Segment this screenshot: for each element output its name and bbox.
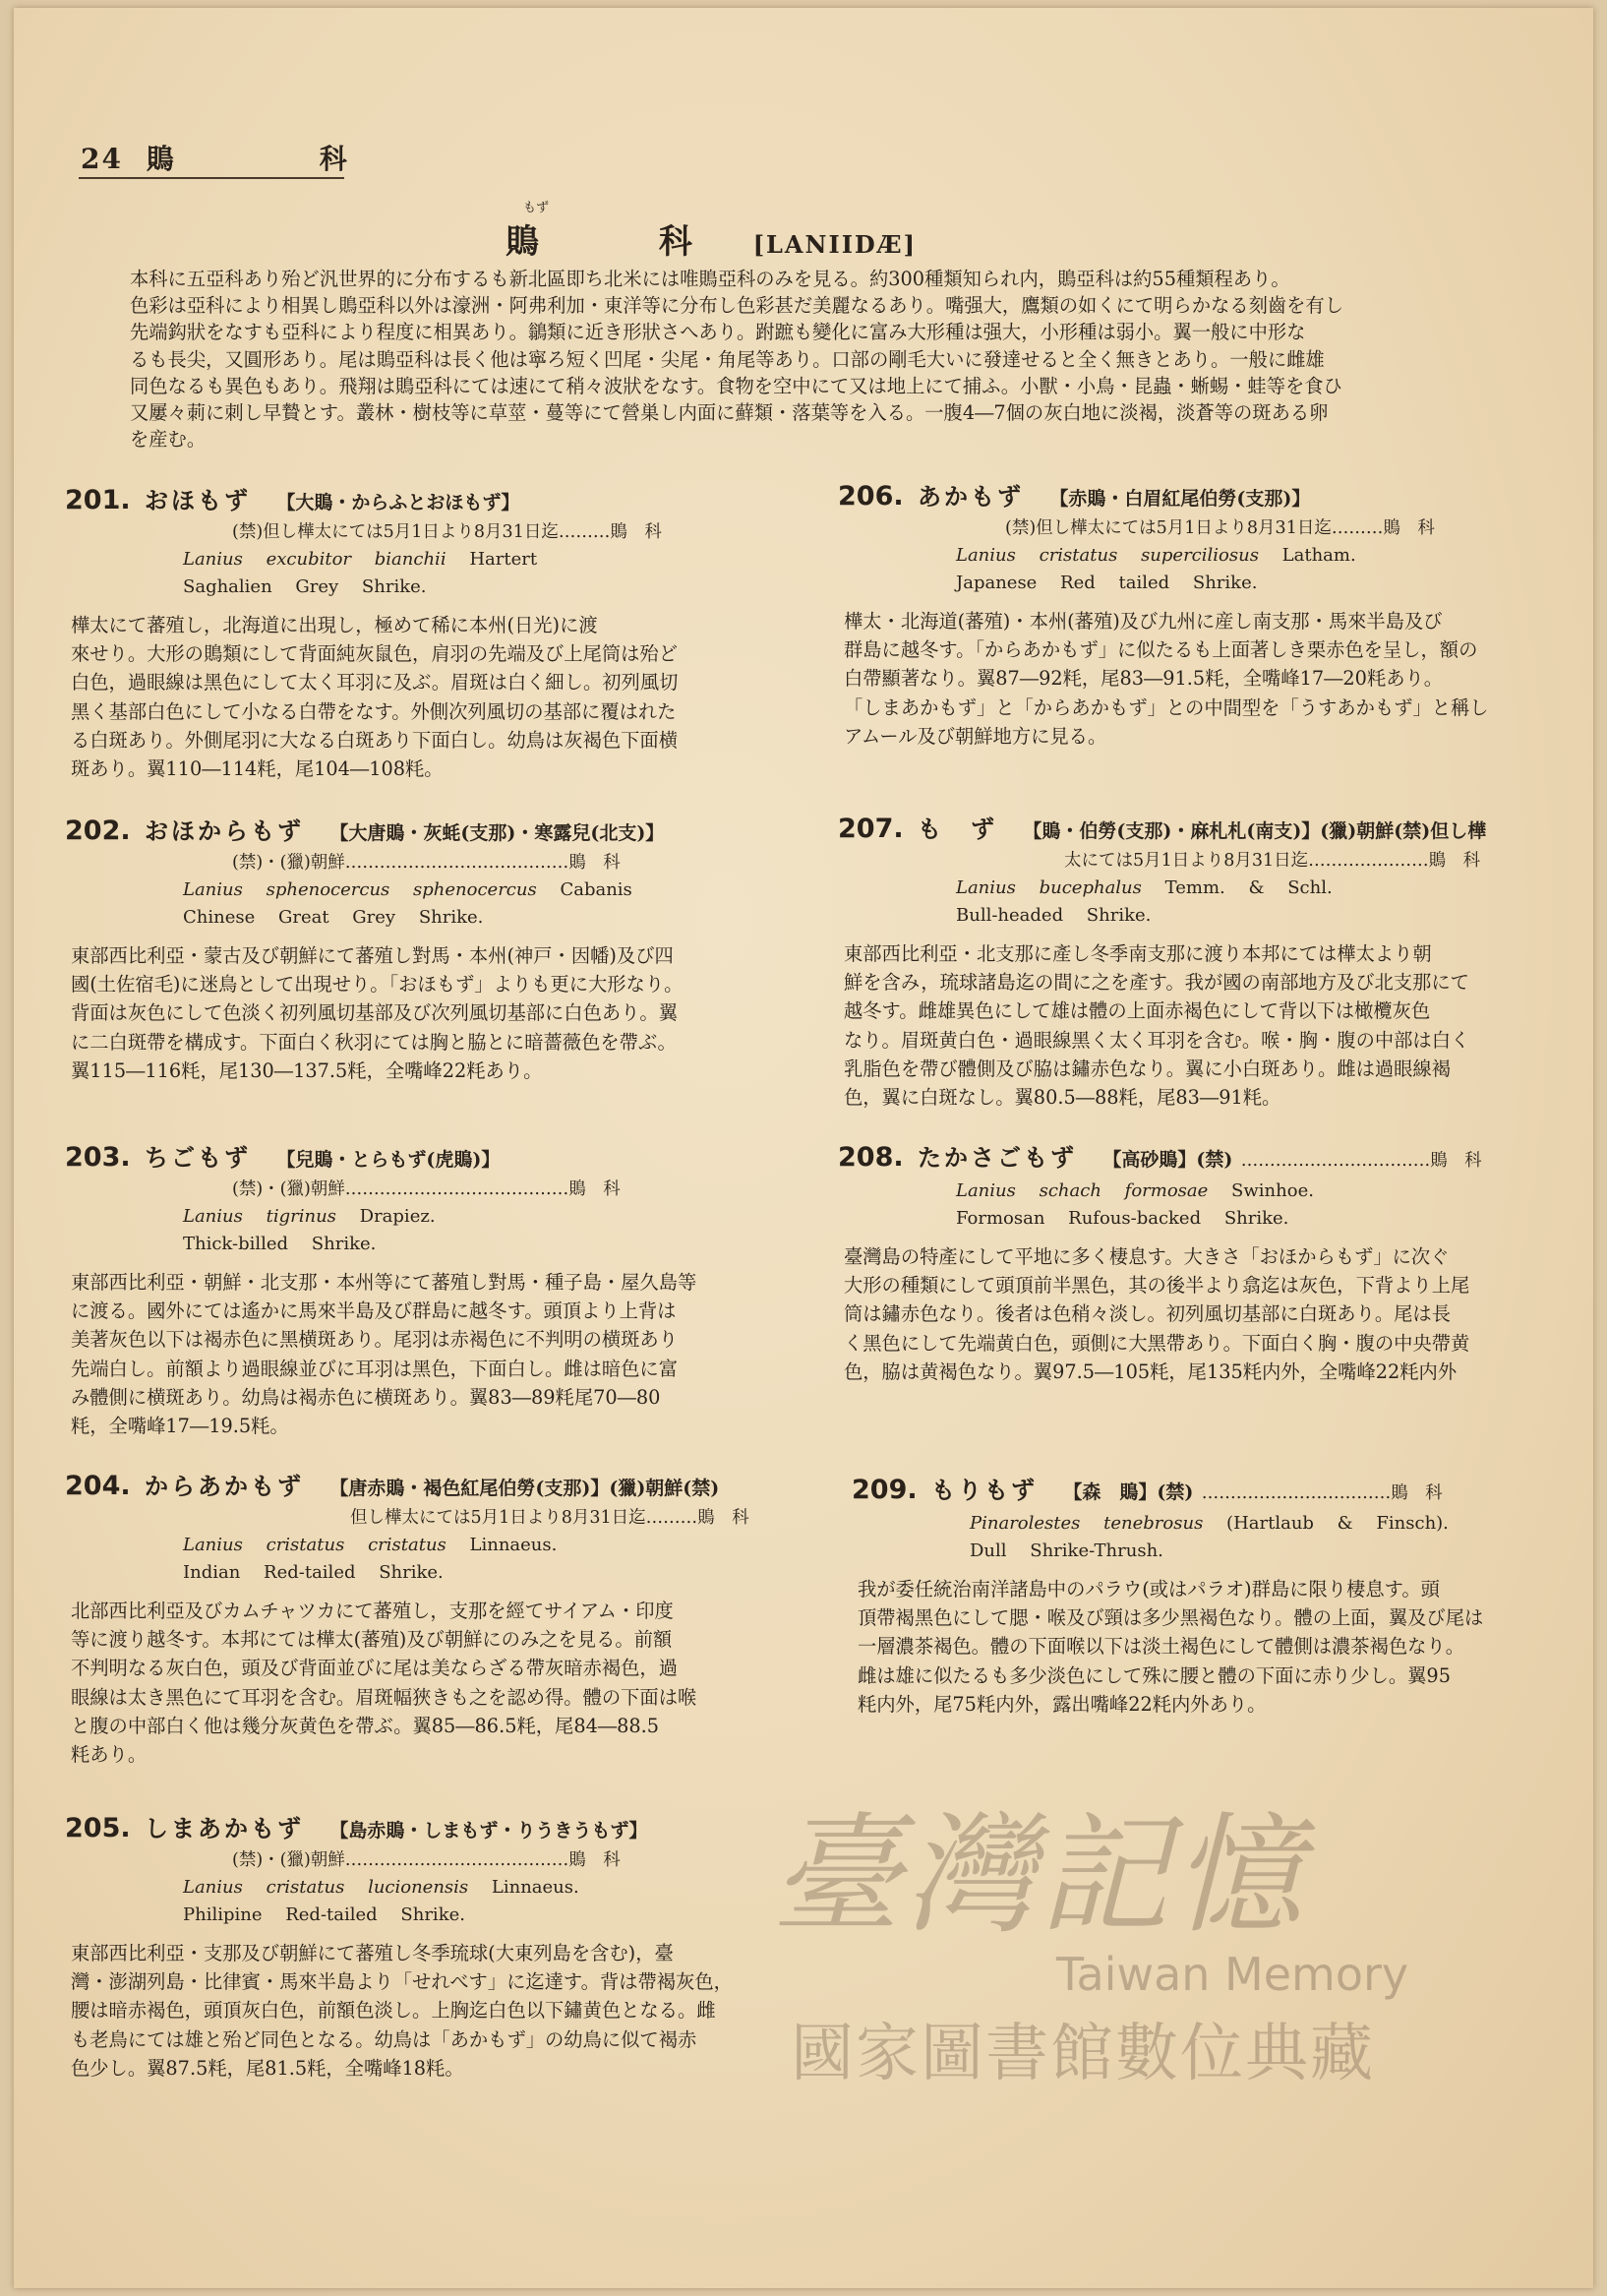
species-synonyms: 【大鵙・からふとおほもず】 [276,492,520,514]
sci-genus: Lanius [183,879,243,900]
species-scientific-name [65,1874,773,1902]
sci-subspecies: lucionensis [368,1877,469,1898]
species-legal: (禁)・(獵)朝鮮…………………………………鵙 科 [232,853,621,873]
species-synonyms: 【兒鵙・とらもず(虎鵙)】 [276,1149,501,1171]
family-title [506,201,1135,263]
species-legal: (禁)・(獵)朝鮮…………………………………鵙 科 [232,1179,621,1199]
species-synonyms: 【高砂鵙】(禁) [1102,1149,1233,1171]
sci-subspecies: bianchii [374,549,446,570]
sci-genus: Pinarolestes [970,1513,1081,1534]
species-synonyms: 【鵙・伯勞(支那)・麻札札(南支)】(獵)朝鮮(禁)但し樺 [1023,820,1487,842]
sci-author: Cabanis [560,879,632,900]
species-scientific-name [838,542,1546,570]
sci-species: schach [1039,1180,1101,1201]
sci-species: excubitor [266,549,352,570]
species-entry-204 [65,1470,773,1769]
species-entry-205 [65,1812,773,2083]
sci-genus: Lanius [956,545,1016,566]
species-entry-201 [65,484,773,783]
species-legal: (禁)但し樺太にては5月1日より8月31日迄………鵙 科 [232,522,662,542]
species-name: からあかもず [144,1472,304,1500]
species-synonyms: 【島赤鵙・しまもず・りうきうもず】 [329,1820,648,1842]
species-heading [65,484,773,519]
species-scientific-name [65,1203,773,1231]
species-synonyms: 【森 鵙】(禁) [1063,1481,1194,1503]
species-description: 東部西比利亞・朝鮮・北支那・本州等にて蕃殖し對馬・種子島・屋久島等 に渡る。國外にては遙かに馬來半島及び群島に越冬す。頭頂より上背は 美著灰色以下は褐赤色に黑横斑あり。尾羽は赤褐色に不判明の横斑あり 先端白し。前額より過眼線並びに耳羽は黑色，下面白し。雌は暗色に富 み體側に横斑あり。幼鳥は褐赤色に横斑あり。翼83―89粍尾70―80 粍，全嘴峰17―19.5粍。 [71,1271,697,1438]
sci-author: Linnaeus. [469,1535,558,1555]
sci-species: tigrinus [266,1206,336,1227]
title-ruby: もず [523,201,550,215]
species-number: 208. [838,1142,904,1173]
species-entry-207 [838,813,1546,1112]
species-entry-206 [838,480,1546,751]
species-legal: (禁)但し樺太にては5月1日より8月31日迄………鵙 科 [1005,518,1435,538]
species-english-name: Saghalien Grey Shrike. [183,576,427,597]
species-english-name: Philipine Red-tailed Shrike. [183,1904,465,1925]
species-heading [852,1474,1560,1510]
sci-subspecies: superciliosus [1141,545,1259,566]
species-synonyms: 【赤鵙・白眉紅尾伯勞(支那)】 [1049,488,1311,510]
sci-species: sphenocercus [266,879,390,900]
watermark-english: Taiwan Memory [1056,1948,1409,2001]
species-name: しまあかもず [144,1814,304,1843]
title-main: 鵙 [506,222,539,262]
species-english-name: Thick-billed Shrike. [183,1234,377,1254]
sci-author: Swinhoe. [1231,1180,1314,1201]
species-name: おほからもず [144,816,304,845]
species-description: 我が委任統治南洋諸島中のパラウ(或はパラオ)群島に限り棲息す。頭 頂帶褐黑色にして腮・喉及び頸は多少黑褐色なり。體の上面，翼及び尾は 一層濃茶褐色。體の下面喉以下は淡土褐色にして體側は濃茶褐色なり。 雌は雄に似たるも多少淡色にして殊に腰と體の下面に赤り少し。翼95 粍内外，尾75粍内外，露出嘴峰22粍内外あり。 [858,1578,1484,1716]
species-scientific-name [838,1178,1546,1205]
species-heading [65,1470,773,1505]
species-description: 東部西比利亞・蒙古及び朝鮮にて蕃殖し對馬・本州(神戸・因幡)及び四 國(土佐宿毛)に迷鳥として出現せり。「おほもず」よりも更に大形なり。 背面は灰色にして色淡く初列風切基部及び次列風切基部に白色あり。翼 に二白斑帶を構成す。下面白く秋羽にては胸と脇とに暗薔薇色を帶ぶ。 翼115―116粍，尾130―137.5粍，全嘴峰22粍あり。 [71,944,684,1082]
species-number: 202. [65,816,131,846]
species-heading [65,1141,773,1177]
running-title: 鵙 科 [146,143,406,175]
species-name: ちごもず [144,1143,251,1172]
species-name: たかさごもず [917,1143,1077,1172]
species-scientific-name [852,1510,1560,1538]
species-number: 207. [838,814,904,844]
species-english-name: Japanese Red tailed Shrike. [956,573,1258,593]
species-english-name: Chinese Great Grey Shrike. [183,907,484,928]
sci-genus: Lanius [956,1180,1016,1201]
sci-genus: Lanius [183,1877,243,1898]
species-number: 201. [65,485,131,515]
species-description: 東部西比利亞・支那及び朝鮮にて蕃殖し冬季琉球(大東列島を含む)，臺 灣・澎湖列島・比律賓・馬來半島より「せれべす」に迄達す。背は帶褐灰色， 腰は暗赤褐色，頭頂灰白色，前額色淡し。上胸迄白色以下鏽黄色となる。雌 も老鳥にては雄と殆ど同色となる。幼鳥は「あかもず」の幼鳥に似て褐赤 色少し。翼87.5粍，尾81.5粍，全嘴峰18粍。 [71,1942,733,2080]
page [14,8,1593,2288]
species-number: 206. [838,481,904,512]
watermark-chars: 臺灣記憶 [771,1800,1306,1952]
watermark [771,1771,1528,2090]
species-heading [838,1141,1546,1178]
species-description: 北部西比利亞及びカムチャツカにて蕃殖し，支那を經てサイアム・印度 等に渡り越冬す。本邦にては樺太(蕃殖)及び朝鮮にのみ之を見る。前額 不判明なる灰白色，頭及び背面並びに尾は美ならざる帶灰暗赤褐色，過 眼線は太き黑色にて耳羽を含む。眉斑幅狹きも之を認め得。體の下面は喉 と腹の中部白く他は幾分灰黄色を帶ぶ。翼85―86.5粍，尾84―88.5 粍あり。 [71,1600,697,1767]
family-intro: 本科に五亞科あり殆ど汎世界的に分布するも新北區即ち北米には唯鵙亞科のみを見る。約300種類知られ内，鵙亞科は約55種類程あり。 色彩は亞科により相異し鵙亞科以外は濠洲・阿弗利加・東洋等に分布し色彩甚だ美麗なるあり。嘴强大，鷹類の如くにて明らかなる刻齒を有し 先端鈎狀をなすも亞科により程度に相異あり。鶲類に近き形狀さへあり。跗蹠も變化に富み大形種は强大，小形種は弱小。翼一般に中形な るも長尖，又圓形あり。尾は鵙亞科は長く他は寧ろ短く凹尾・尖尾・角尾等あり。口部の剛毛大いに發達せると全く無きとあり。一般に雌雄 同色なるも異色もあり。飛翔は鵙亞科にては速にて稍々波狀をなす。食物を空中にて又は地上にて捕ふ。小獸・小鳥・昆蟲・蜥蜴・蛙等を食ひ 又屢々莿に刺し早贄とす。叢林・樹枝等に草莖・蔓等にて營巣し内面に蘚類・落葉等を入る。一腹4―7個の灰白地に淡褐，淡蒼等の斑ある卵 を産む。 [130,268,1343,452]
species-synonyms: 【大唐鵙・灰蚝(支那)・寒露兒(北支)】 [329,822,665,844]
sci-author: (Hartlaub & Finsch). [1226,1513,1449,1534]
species-scientific-name [65,1532,773,1559]
species-english-name: Indian Red-tailed Shrike. [183,1562,444,1583]
sci-author: Latham. [1281,545,1356,566]
sci-genus: Lanius [183,549,243,570]
sci-author: Linnaeus. [491,1877,579,1898]
species-heading [838,480,1546,515]
species-heading [65,815,773,850]
species-scientific-name [65,546,773,574]
species-name: もりもず [930,1476,1038,1504]
species-description: 臺灣島の特產にして平地に多く棲息す。大きさ「おほからもず」に次ぐ 大形の種類にして頭頂前半黑色，其の後半より翕迄は灰色，下背より上尾 筒は鏽赤色なり。後者は色稍々淡し。初列風切基部に白斑あり。尾は長 く黑色にして先端黄白色，頭側に大黑帶あり。下面白く胸・腹の中央帶黄 色，脇は黄褐色なり。翼97.5―105粍，尾135粍内外，全嘴峰22粍内外 [844,1245,1470,1383]
species-english-name: Bull-headed Shrike. [956,905,1152,926]
title-family: 科 [658,222,692,262]
species-heading [65,1812,773,1847]
species-name: おほもず [144,486,251,514]
watermark-subtitle: 國家圖書館數位典藏 [791,2018,1375,2090]
species-english-name: Formosan Rufous-backed Shrike. [956,1208,1289,1229]
sci-genus: Lanius [183,1206,243,1227]
species-entry-209 [852,1474,1560,1719]
sci-author: Drapiez. [359,1206,436,1227]
species-legal: 太にては5月1日より8月31日迄…………………鵙 科 [1064,851,1481,871]
species-number: 209. [852,1475,918,1505]
page-number: 24 [81,143,123,175]
sci-genus: Lanius [183,1535,243,1555]
sci-species: cristatus [266,1877,345,1898]
sci-species: bucephalus [1039,877,1142,898]
species-number: 203. [65,1142,131,1173]
species-number: 204. [65,1471,131,1501]
species-synonyms: 【唐赤鵙・褐色紅尾伯勞(支那)】(獵)朝鮮(禁) [329,1478,720,1499]
species-entry-202 [65,815,773,1085]
species-legal: (禁)・(獵)朝鮮…………………………………鵙 科 [232,1850,621,1870]
species-english-name: Dull Shrike-Thrush. [970,1541,1163,1561]
species-scientific-name [65,876,773,904]
sci-species: tenebrosus [1103,1513,1204,1534]
sci-author: Temm. & Schl. [1164,877,1333,898]
title-latin: [LANIIDÆ] [752,230,917,259]
species-description: 樺太・北海道(蕃殖)・本州(蕃殖)及び九州に産し南支那・馬來半島及び 群島に越冬す。「からあかもず」に似たるも上面著しき栗赤色を呈し，額の 白帶顯著なり。翼87―92粍，尾83―91.5粍，全嘴峰17―20粍あり。 「しまあかもず」と「からあかもず」との中間型を「うすあかもず」と稱し アムール及び朝鮮地方に見る。 [844,610,1489,748]
species-number: 205. [65,1813,131,1843]
species-legal: 但し樺太にては5月1日より8月31日迄………鵙 科 [350,1508,749,1528]
sci-subspecies: formosae [1124,1180,1209,1201]
header-rule [79,177,344,179]
species-description: 樺太にて蕃殖し，北海道に出現し，極めて稀に本州(日光)に渡 來せり。大形の鵙類にして背面純灰鼠色，肩羽の先端及び上尾筒は殆ど 白色，過眼線は黑色にして太く耳羽に及ぶ。眉斑は白く細し。初列風切 黑く基部白色にして小なる白帶をなす。外側次列風切の基部に覆はれた る白斑あり。外側尾羽に大なる白斑あり下面白し。幼鳥は灰褐色下面横 斑あり。翼110―114粍，尾104―108粍。 [71,614,679,781]
sci-species: cristatus [266,1535,345,1555]
species-entry-208 [838,1141,1546,1386]
sci-author: Hartert [469,549,538,570]
sci-subspecies: sphenocercus [413,879,537,900]
sci-species: cristatus [1039,545,1118,566]
species-name: も ず [917,815,997,843]
species-scientific-name [838,875,1546,902]
species-description: 東部西比利亞・北支那に產し冬季南支那に渡り本邦にては樺太より朝 鮮を含み，琉球諸島迄の間に之を產す。我が國の南部地方及び北支那にて 越冬す。雌雄異色にして雄は體の上面赤褐色にして背以下は橄欖灰色 なり。眉斑黄白色・過眼線黑く太く耳羽を含む。喉・胸・腹の中部は白く 乳脂色を帶び體側及び脇は鏽赤色なり。翼に小白斑あり。雌は過眼線褐 色，翼に白斑なし。翼80.5―88粍，尾83―91粍。 [844,942,1470,1110]
species-legal: ……………………………鵙 科 [1201,1483,1443,1503]
species-heading [838,813,1546,848]
running-head [81,138,406,177]
sci-genus: Lanius [956,877,1016,898]
sci-subspecies: cristatus [368,1535,446,1555]
species-name: あかもず [917,482,1024,511]
species-legal: ……………………………鵙 科 [1240,1151,1482,1171]
species-entry-203 [65,1141,773,1440]
